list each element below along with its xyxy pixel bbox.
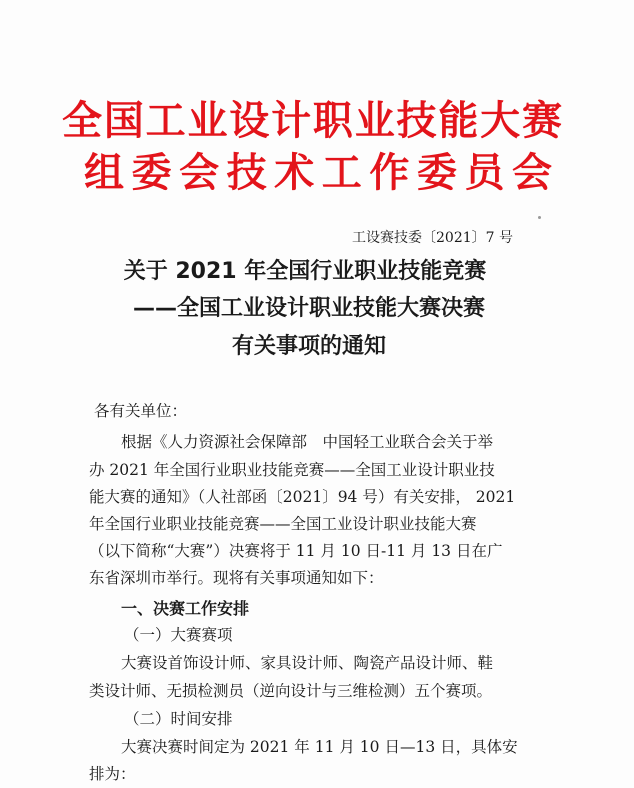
paragraph-line: （以下简称“大赛”）决赛将于 11 月 10 日-11 月 13 日在广 (89, 542, 503, 560)
scan-speck (538, 216, 541, 219)
paragraph-line: 能大赛的通知》（人社部函〔2021〕94 号）有关安排， 2021 (89, 488, 516, 506)
paragraph-line: 排为： (89, 765, 136, 783)
paragraph-line: 东省深圳市举行。现将有关事项通知如下： (89, 569, 384, 587)
document-number: 工设赛技委〔2021〕7 号 (352, 230, 513, 246)
salutation: 各有关单位： (94, 402, 188, 420)
notice-title-line-1: 关于 2021 年全国行业职业技能竞赛 (123, 259, 487, 284)
paragraph-line: 大赛决赛时间定为 2021 年 11 月 10 日—13 日，具体安 (121, 738, 518, 756)
sub-heading: （一）大赛赛项 (124, 626, 233, 644)
sub-heading: （二）时间安排 (124, 710, 233, 728)
issuer-header-line-1: 全国工业设计职业技能大赛 (62, 98, 562, 144)
paragraph-line: 办 2021 年全国行业职业技能竞赛——全国工业设计职业技 (89, 461, 495, 479)
paragraph-line: 年全国行业职业技能竞赛——全国工业设计职业技能大赛 (89, 515, 477, 533)
paragraph-line: 大赛设首饰设计师、家具设计师、陶瓷产品设计师、鞋 (121, 654, 494, 672)
notice-title-line-3: 有关事项的通知 (231, 334, 386, 359)
section-heading: 一、决赛工作安排 (121, 599, 250, 618)
notice-title-line-2: ——全国工业设计职业技能大赛决赛 (132, 296, 485, 321)
issuer-header-line-2: 组委会技术工作委员会 (84, 150, 554, 196)
paragraph-line: 根据《人力资源社会保障部 中国轻工业联合会关于举 (121, 433, 494, 451)
paragraph-line: 类设计师、无损检测员（逆向设计与三维检测）五个赛项。 (89, 682, 493, 700)
